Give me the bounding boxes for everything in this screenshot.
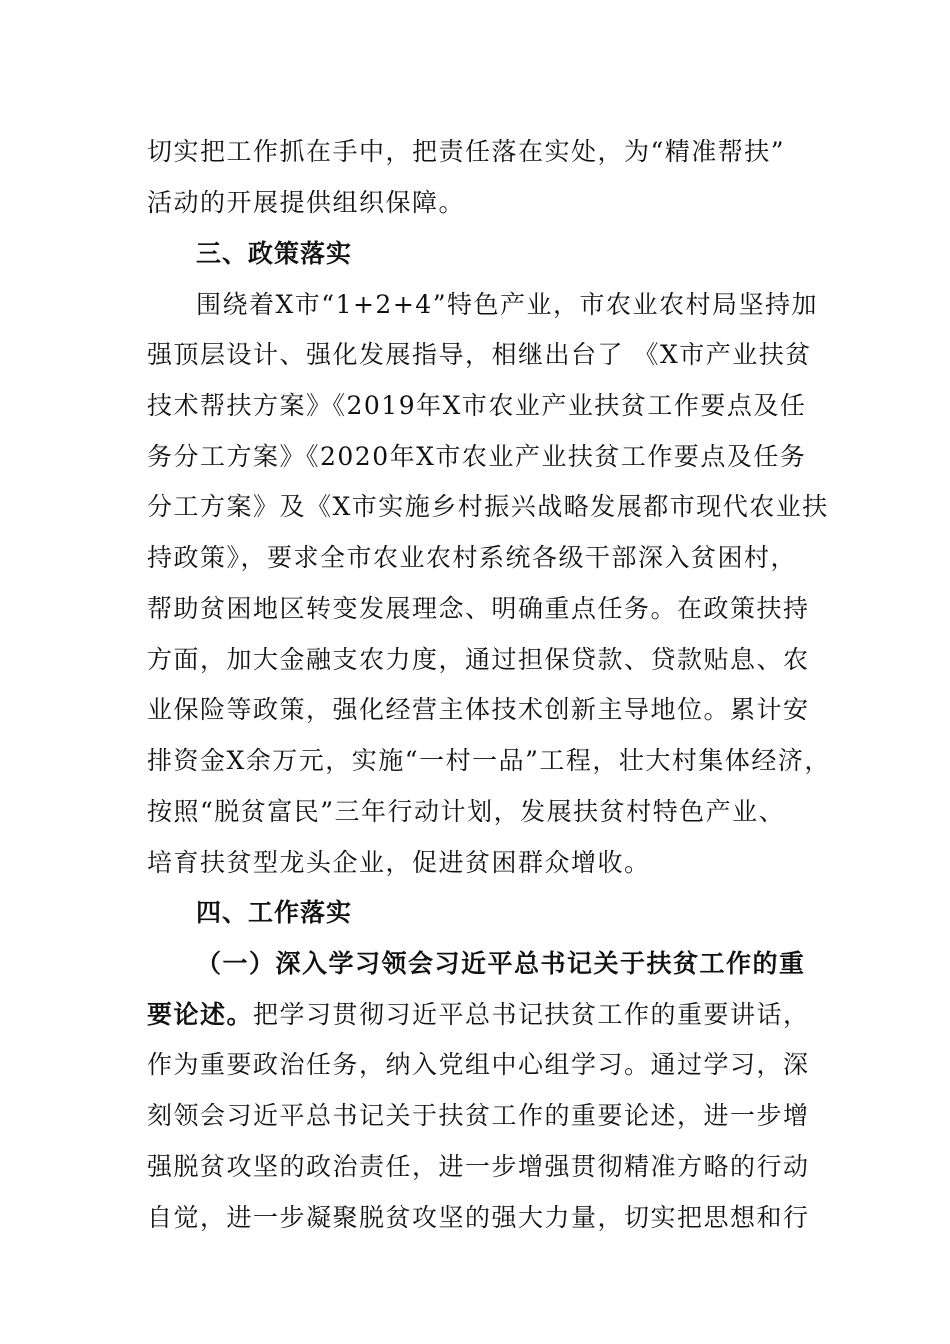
paragraph-line: 技术帮扶方案》《2019年X市农业产业扶贫工作要点及任 [147,391,807,420]
paragraph-line: 刻领会习近平总书记关于扶贫工作的重要论述，进一步增 [147,1101,810,1130]
paragraph-line: 活动的开展提供组织保障。 [147,188,466,217]
paragraph-line: 强脱贫攻坚的政治责任，进一步增强贯彻精准方略的行动 [147,1152,810,1181]
paragraph-text: 把学习贯彻习近平总书记扶贫工作的重要讲话， [253,1000,810,1029]
paragraph-line: 务分工方案》《2020年X市农业产业扶贫工作要点及任务 [147,442,807,471]
paragraph-line: 强顶层设计、强化发展指导，相继出台了 《X市产业扶贫 [147,340,812,369]
paragraph-line: 作为重要政治任务，纳入党组中心组学习。通过学习，深 [147,1050,810,1079]
section-heading-policy: 三、政策落实 [196,239,353,268]
paragraph-line: 方面，加大金融支农力度，通过担保贷款、贷款贴息、农 [147,645,810,674]
paragraph-line-mixed [147,998,810,1032]
paragraph-line: 培育扶贫型龙头企业，促进贫困群众增收。 [147,848,651,877]
paragraph-line: 持政策》，要求全市农业农村系统各级干部深入贫困村， [147,543,798,572]
paragraph-line: 切实把工作抓在手中，把责任落在实处，为“精准帮扶” [147,137,786,166]
paragraph-line: 帮助贫困地区转变发展理念、明确重点任务。在政策扶持 [147,594,810,623]
paragraph-line: 排资金X余万元，实施“一村一品”工程，壮大村集体经济， [147,746,831,775]
paragraph-line: 业保险等政策，强化经营主体技术创新主导地位。累计安 [147,695,810,724]
paragraph-line: 分工方案》及《X市实施乡村振兴战略发展都市现代农业扶 [147,492,829,521]
paragraph-line: 按照“脱贫富民”三年行动计划，发展扶贫村特色产业、 [147,797,786,826]
subheading-line: （一）深入学习领会习近平总书记关于扶贫工作的重 [196,949,806,978]
section-heading-work: 四、工作落实 [196,898,353,927]
subheading-tail: 要论述。 [147,1000,254,1029]
paragraph-line: 自觉，进一步凝聚脱贫攻坚的强大力量，切实把思想和行 [147,1203,810,1232]
paragraph-line: 围绕着X市“1+2+4”特色产业，市农业农村局坚持加 [196,290,818,319]
